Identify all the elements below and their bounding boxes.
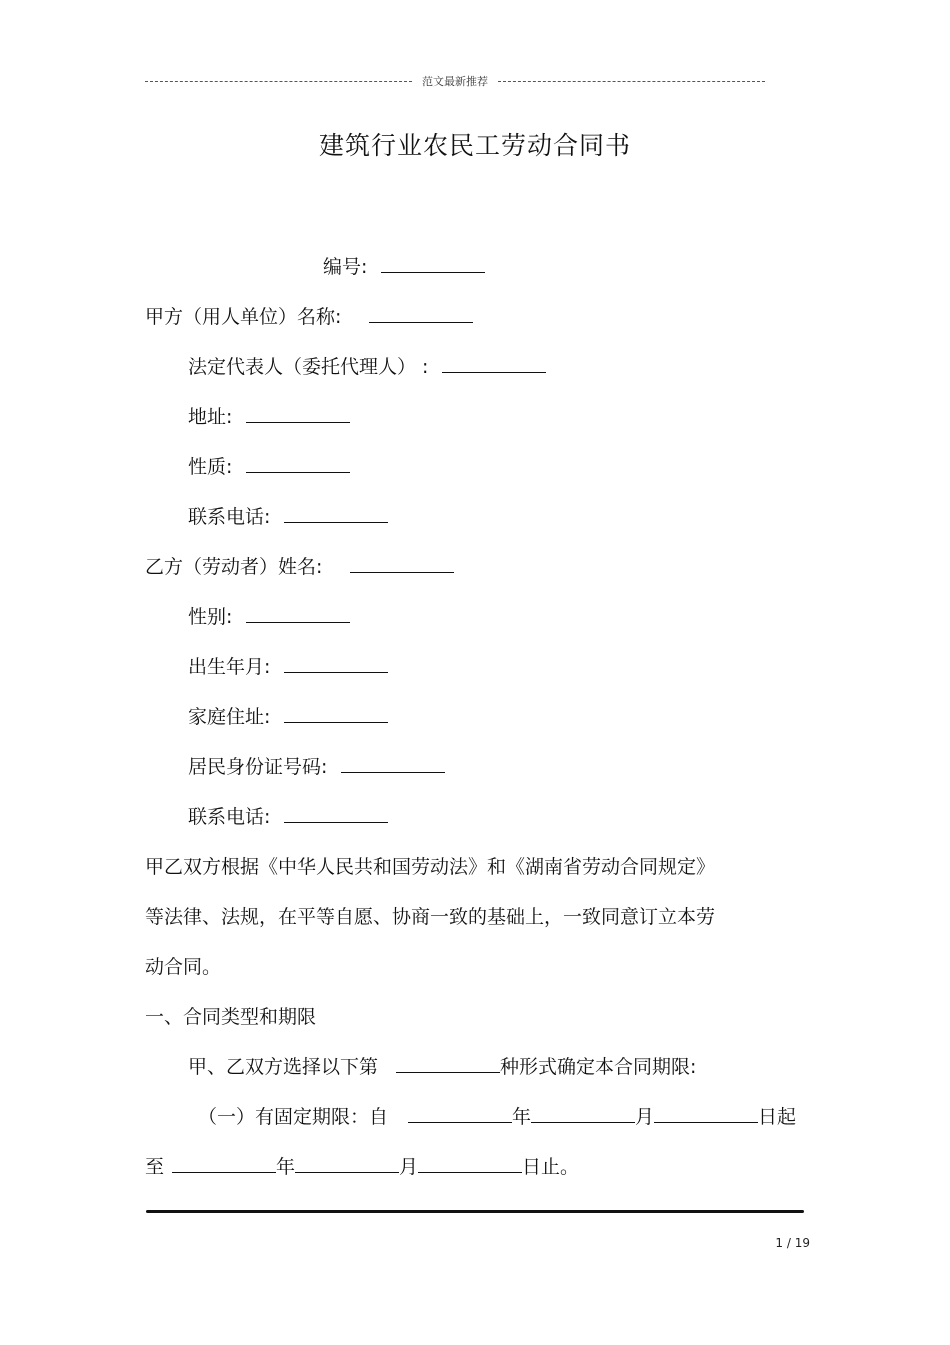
fixed-end-month-blank (295, 1154, 399, 1173)
choose-prefix: 甲、乙双方选择以下第 (188, 1056, 379, 1078)
field-gender (188, 604, 350, 630)
choose-form-blank (396, 1054, 500, 1073)
field-number (323, 254, 485, 280)
field-id-number-blank (341, 754, 445, 773)
field-birth-blank (284, 654, 388, 673)
fixed-end-day-blank (418, 1154, 522, 1173)
fixed-term-end-line (145, 1154, 579, 1180)
fixed-start-year-label: 年 (512, 1106, 532, 1128)
field-nature-blank (246, 454, 350, 473)
field-legal-rep-label: 法定代表人（委托代理人） : (188, 356, 429, 378)
field-address-label: 地址: (188, 406, 233, 428)
field-phone-a-blank (284, 504, 388, 523)
body-paragraph-line-2: 等法律、法规，在平等自愿、协商一致的基础上，一致同意订立本劳 (145, 906, 716, 928)
header-dash-left (145, 81, 412, 82)
field-home-address (188, 704, 388, 730)
field-phone-b-blank (284, 804, 388, 823)
field-address-blank (246, 404, 350, 423)
fixed-end-day-label: 日止。 (522, 1156, 580, 1178)
section-heading-1: 一、合同类型和期限 (145, 1006, 317, 1028)
fixed-start-day-label: 日起 (758, 1106, 797, 1128)
field-party-a-name (145, 304, 473, 330)
body-paragraph-line-3: 动合同。 (145, 956, 222, 978)
fixed-end-year-blank (172, 1154, 276, 1173)
field-birth (188, 654, 388, 680)
fixed-end-month-label: 月 (399, 1156, 419, 1178)
fixed-end-year-label: 年 (276, 1156, 296, 1178)
fixed-start-month-blank (531, 1104, 635, 1123)
field-party-b-name-label: 乙方（劳动者）姓名: (145, 556, 323, 578)
field-number-blank (381, 254, 485, 273)
field-home-address-label: 家庭住址: (188, 706, 271, 728)
field-legal-rep-blank (442, 354, 546, 373)
page-number: 1 / 19 (775, 1236, 810, 1250)
field-birth-label: 出生年月: (188, 656, 271, 678)
field-phone-b (188, 804, 388, 830)
field-nature-label: 性质: (188, 456, 233, 478)
field-id-number-label: 居民身份证号码: (188, 756, 328, 778)
field-phone-a-label: 联系电话: (188, 506, 271, 528)
field-party-a-name-blank (369, 304, 473, 323)
fixed-end-to: 至 (145, 1156, 165, 1178)
field-gender-label: 性别: (188, 606, 233, 628)
field-number-label: 编号: (323, 256, 368, 278)
document-title: 建筑行业农民工劳动合同书 (318, 131, 631, 160)
field-party-a-name-label: 甲方（用人单位）名称: (145, 306, 342, 328)
fixed-term-line (198, 1104, 796, 1130)
field-party-b-name-blank (350, 554, 454, 573)
footer-rule (146, 1210, 804, 1213)
choose-form-line (188, 1054, 696, 1080)
field-home-address-blank (284, 704, 388, 723)
header-dash-right (498, 81, 765, 82)
field-address (188, 404, 350, 430)
choose-suffix: 种形式确定本合同期限: (500, 1056, 697, 1078)
fixed-start-day-blank (654, 1104, 758, 1123)
field-phone-b-label: 联系电话: (188, 806, 271, 828)
field-nature (188, 454, 350, 480)
fixed-start-year-blank (408, 1104, 512, 1123)
field-phone-a (188, 504, 388, 530)
page-header (145, 73, 765, 89)
fixed-start-month-label: 月 (635, 1106, 655, 1128)
header-text: 范文最新推荐 (422, 75, 488, 88)
field-gender-blank (246, 604, 350, 623)
field-party-b-name (145, 554, 454, 580)
field-legal-rep (188, 354, 546, 380)
field-id-number (188, 754, 445, 780)
body-paragraph-line-1: 甲乙双方根据《中华人民共和国劳动法》和《湖南省劳动合同规定》 (145, 856, 716, 878)
fixed-term-prefix: （一）有固定期限：自 (198, 1106, 389, 1128)
